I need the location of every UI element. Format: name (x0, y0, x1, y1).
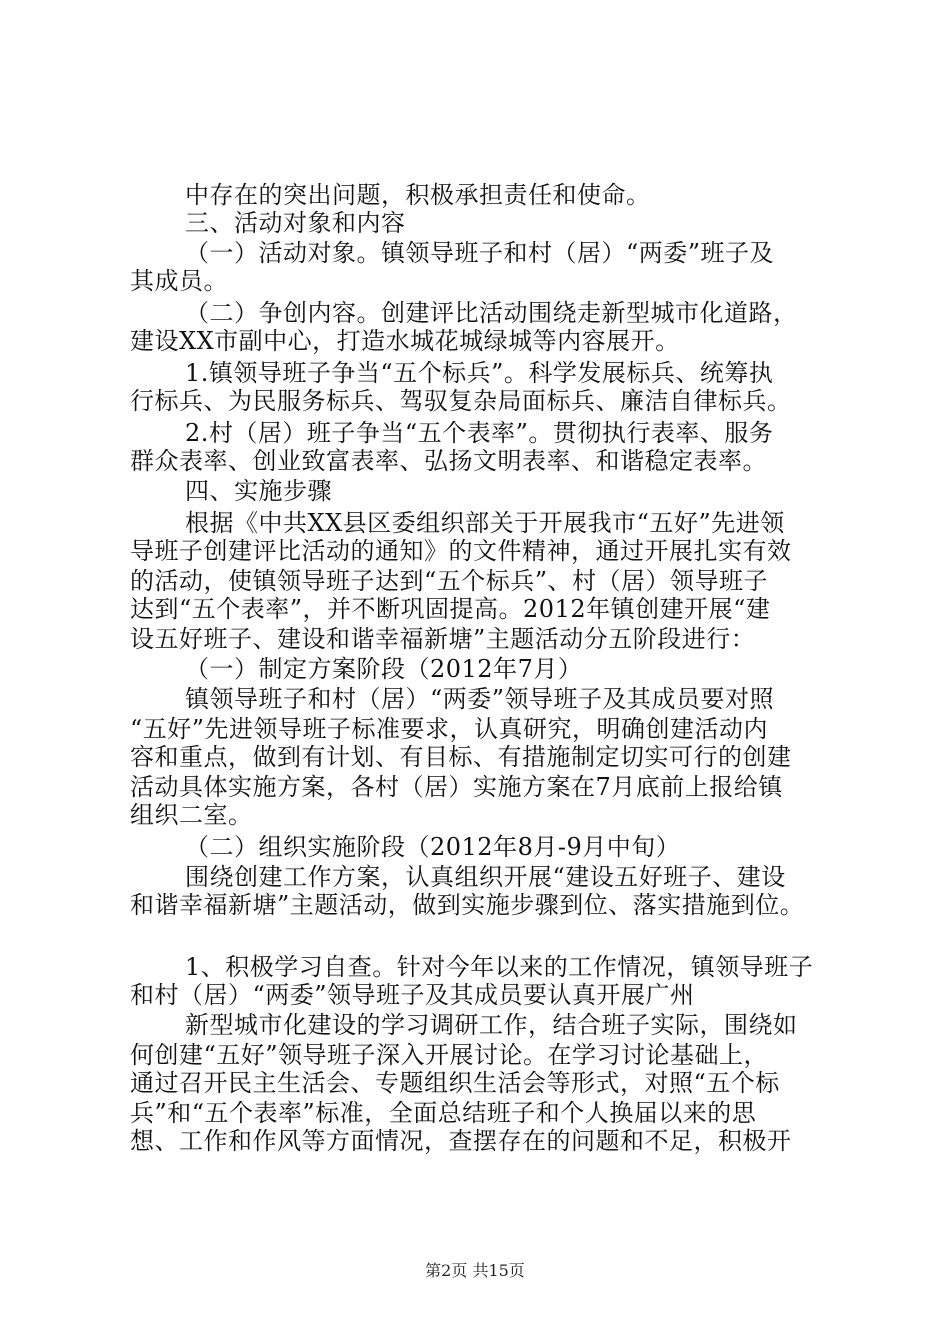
text-line: （一）活动对象。镇领导班子和村（居）“两委”班子及 (185, 239, 775, 267)
text-line: 设五好班子、建设和谐幸福新塘”主题活动分五阶段进行： (130, 625, 756, 653)
text-line: 容和重点，做到有计划、有目标、有措施制定切实可行的创建 (130, 743, 792, 771)
text-line: 围绕创建工作方案，认真组织开展“建设五好班子、建设 (185, 863, 786, 891)
text-line: 中存在的突出问题，积极承担责任和使命。 (185, 181, 651, 209)
text-line: 行标兵、为民服务标兵、驾驭复杂局面标兵、廉洁自律标兵。 (130, 387, 792, 415)
text-line: “五好”先进领导班子标准要求，认真研究，明确创建活动内 (130, 715, 769, 743)
text-line: 兵”和“五个表率”标准，全面总结班子和个人换届以来的思 (130, 1099, 757, 1127)
text-line: 新型城市化建设的学习调研工作，结合班子实际，围绕如 (185, 1011, 798, 1039)
text-line: 三、活动对象和内容 (185, 209, 406, 237)
text-line: 导班子创建评比活动的通知》的文件精神，通过开展扎实有效 (130, 537, 792, 565)
text-line: 建设XX市副中心，打造水城花城绿城等内容展开。 (130, 327, 680, 355)
text-line: 想、工作和作风等方面情况，查摆存在的问题和不足，积极开 (130, 1127, 792, 1155)
text-line: 根据《中共XX县区委组织部关于开展我市“五好”先进领 (185, 509, 785, 537)
text-line: 的活动，使镇领导班子达到“五个标兵”、村（居）领导班子 (130, 567, 769, 595)
page-footer: 第2页 共15页 (425, 1261, 525, 1280)
text-line: （二）争创内容。创建评比活动围绕走新型城市化道路， (185, 299, 798, 327)
text-line: 2.村（居）班子争当“五个表率”。贯彻执行表率、服务 (185, 419, 774, 447)
text-line: 镇领导班子和村（居）“两委”领导班子及其成员要对照 (185, 685, 775, 713)
text-line: 和村（居）“两委”领导班子及其成员要认真开展广州 (130, 981, 695, 1009)
text-line: 群众表率、创业致富表率、弘扬文明表率、和谐稳定表率。 (130, 447, 767, 475)
text-line: 组织二室。 (130, 801, 253, 829)
text-line: 达到“五个表率”，并不断巩固提高。2012年镇创建开展“建 (130, 595, 771, 623)
text-line: 1、积极学习自查。针对今年以来的工作情况，镇领导班子 (185, 953, 814, 981)
text-line: 何创建“五好”领导班子深入开展讨论。在学习讨论基础上， (130, 1041, 769, 1069)
text-line: （一）制定方案阶段（2012年7月） (185, 655, 583, 683)
text-line: （二）组织实施阶段（2012年8月-9月中旬） (185, 833, 681, 861)
text-line: 活动具体实施方案，各村（居）实施方案在7月底前上报给镇 (130, 773, 783, 801)
text-line: 四、实施步骤 (185, 477, 332, 505)
text-line: 和谐幸福新塘”主题活动，做到实施步骤到位、落实措施到位。 (130, 891, 805, 919)
text-line: 其成员。 (130, 267, 228, 295)
text-line: 通过召开民主生活会、专题组织生活会等形式，对照“五个标 (130, 1069, 780, 1097)
text-line: 1.镇领导班子争当“五个标兵”。科学发展标兵、统筹执 (185, 359, 774, 387)
